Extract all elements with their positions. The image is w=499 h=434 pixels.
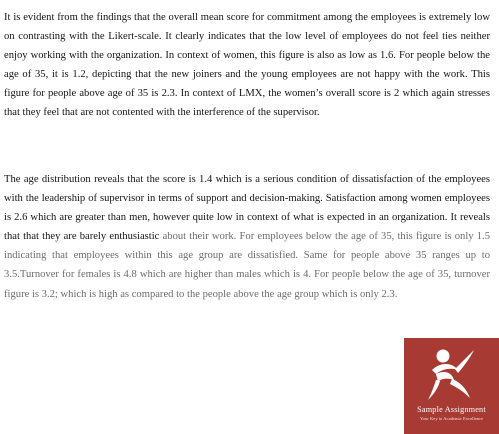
logo-title: Sample Assignment <box>417 405 486 414</box>
logo-tagline: Your Key to Academic Excellence <box>419 416 484 421</box>
paragraph-age-distribution-faded-text: about their work. For employees below the age of 35, this figure is only 1.5 indicating that employees within this age group are dissatisfied. Same for people above 35 ranges up to 3.5.Turnover for females is 4.8 which are higher than males which is 4. For people below the age of 35, turnover figure is 3.2; which is high as compared to the people above the age group which is only 2.3. <box>4 231 490 300</box>
sample-assignment-logo <box>404 338 499 434</box>
paragraph-commitment-findings: It is evident from the findings that the overall mean score for commitment among the employees is extremely low on contrasting with the Likert-scale. It clearly indicates that the low level of employees do not feel ties neither enjoy working with the organization. In context of women, this figure is also as low as 1.6. For people below the age of 35, it is 1.2, depicting that the new joiners and the young employees are not happy with the work. This figure for people above age of 35 is 2.3. In context of LMX, the women’s overall score is 2 which again stresses that they feel that are not contented with the interference of the supervisor. <box>4 12 490 119</box>
paragraph-age-distribution <box>4 170 490 304</box>
running-figure-icon <box>422 346 482 404</box>
paragraph-age-distribution-text: The age distribution reveals that the score is 1.4 which is a serious condition of dissatisfaction of the employees with the leadership of supervisor in terms of support and decision-making. Satisfaction among women employees is 2.6 which are greater than men, however quite low in context of what is expected in an organization. It reveals that that they are barely enthusiastic <box>4 174 490 243</box>
